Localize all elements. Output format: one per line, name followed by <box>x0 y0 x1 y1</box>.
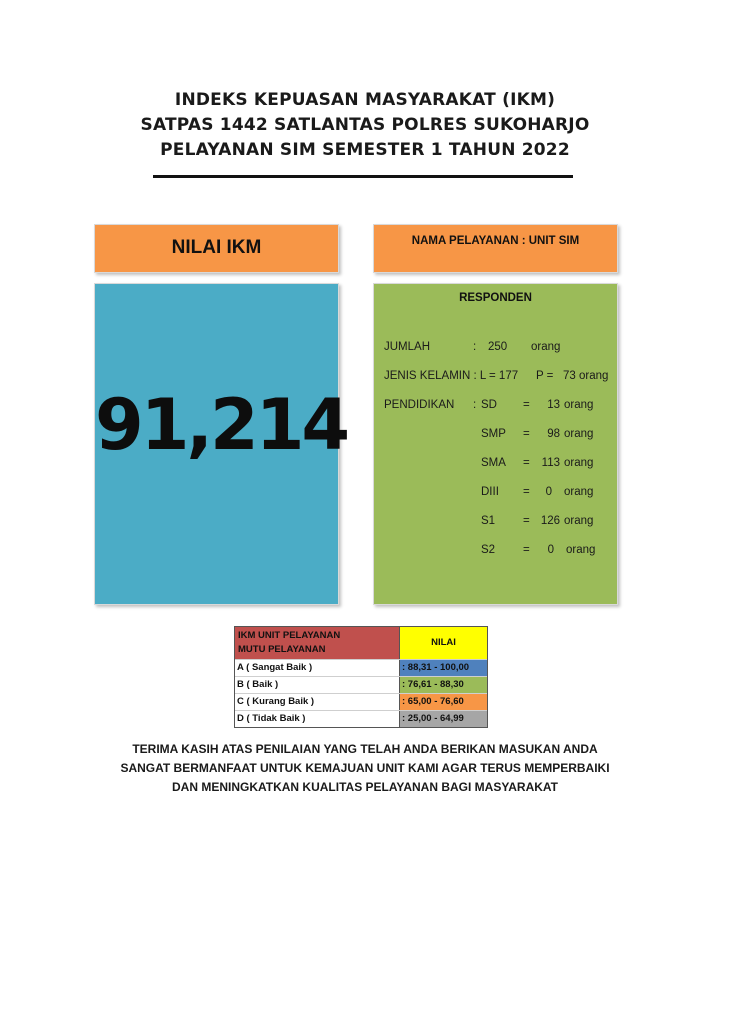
pendidikan-eq: = <box>523 486 530 498</box>
nilai-range-cell: : 25,00 - 64,99 <box>399 711 487 727</box>
document-title <box>0 88 730 163</box>
mutu-cell: C ( Kurang Baik ) <box>237 696 315 707</box>
jenis-kelamin-unit: orang <box>579 370 609 382</box>
title-line-2: SATPAS 1442 SATLANTAS POLRES SUKOHARJO <box>140 115 590 135</box>
table-header-mutu <box>235 627 399 659</box>
table-row <box>235 693 487 710</box>
nilai-range-cell: : 88,31 - 100,00 <box>399 660 487 676</box>
pendidikan-label: PENDIDIKAN <box>384 399 455 411</box>
pendidikan-unit: orang <box>564 457 594 469</box>
pendidikan-unit: orang <box>564 486 594 498</box>
jenis-kelamin-p-value: 73 <box>563 370 576 382</box>
table-header-mutu-line-2: MUTU PELAYANAN <box>238 644 326 655</box>
pendidikan-value: 0 <box>547 544 554 556</box>
table-row <box>235 676 487 693</box>
jenis-kelamin-label: JENIS KELAMIN : L = 177 <box>384 370 519 382</box>
closing-line-2: SANGAT BERMANFAAT UNTUK KEMAJUAN UNIT KAMI AGAR TERUS MEMPERBAIKI <box>120 761 610 775</box>
pendidikan-value: 113 <box>541 457 560 469</box>
nilai-ikm-value: 91,214 <box>95 384 348 466</box>
pendidikan-value: 126 <box>540 515 560 527</box>
pendidikan-eq: = <box>523 544 530 556</box>
pendidikan-level: SD <box>481 399 497 411</box>
pendidikan-unit: orang <box>566 544 596 556</box>
table-row <box>235 659 487 676</box>
table-header-nilai: NILAI <box>399 627 487 659</box>
table-header-row <box>235 627 487 659</box>
responden-panel <box>373 283 618 605</box>
title-line-3: PELAYANAN SIM SEMESTER 1 TAHUN 2022 <box>160 140 570 160</box>
mutu-cell: B ( Baik ) <box>237 679 279 690</box>
closing-message <box>0 740 730 797</box>
mutu-pelayanan-table <box>234 626 488 728</box>
responden-title: RESPONDEN <box>459 292 532 304</box>
pendidikan-level: S1 <box>481 515 496 527</box>
nama-pelayanan-header <box>373 224 618 273</box>
title-line-1: INDEKS KEPUASAN MASYARAKAT (IKM) <box>174 90 556 110</box>
jumlah-label: JUMLAH <box>384 341 431 353</box>
table-row <box>235 710 487 727</box>
jumlah-sep: : <box>473 341 477 353</box>
jumlah-unit: orang <box>531 341 561 353</box>
pendidikan-prefix: : <box>473 399 477 411</box>
nilai-ikm-panel <box>94 283 348 605</box>
pendidikan-eq: = <box>523 457 530 469</box>
nilai-ikm-header <box>94 224 339 273</box>
table-header-mutu-line-1: IKM UNIT PELAYANAN <box>238 630 341 641</box>
nilai-range-cell: : 76,61 - 88,30 <box>399 677 487 693</box>
pendidikan-eq: = <box>523 428 530 440</box>
nilai-ikm-label: NILAI IKM <box>171 237 262 258</box>
jenis-kelamin-p-label: P = <box>536 370 554 382</box>
mutu-cell: A ( Sangat Baik ) <box>237 662 313 673</box>
pendidikan-level: SMA <box>481 457 506 469</box>
pendidikan-value: 98 <box>547 428 560 440</box>
pendidikan-level: DIII <box>481 486 499 498</box>
nilai-range-cell: : 65,00 - 76,60 <box>399 694 487 710</box>
closing-line-1: TERIMA KASIH ATAS PENILAIAN YANG TELAH ANDA BERIKAN MASUKAN ANDA <box>132 742 598 756</box>
pendidikan-value: 0 <box>545 486 552 498</box>
pendidikan-unit: orang <box>564 515 594 527</box>
jumlah-value: 250 <box>488 341 508 353</box>
pendidikan-unit: orang <box>564 399 594 411</box>
pendidikan-level: SMP <box>481 428 506 440</box>
pendidikan-value: 13 <box>547 399 560 411</box>
closing-line-3: DAN MENINGKATKAN KUALITAS PELAYANAN BAGI MASYARAKAT <box>171 780 558 794</box>
pendidikan-level: S2 <box>481 544 496 556</box>
mutu-cell: D ( Tidak Baik ) <box>237 713 306 724</box>
pendidikan-eq: = <box>523 399 530 411</box>
nama-pelayanan-label: NAMA PELAYANAN : UNIT SIM <box>411 235 580 247</box>
pendidikan-unit: orang <box>564 428 594 440</box>
pendidikan-eq: = <box>523 515 530 527</box>
title-underline <box>153 175 573 178</box>
